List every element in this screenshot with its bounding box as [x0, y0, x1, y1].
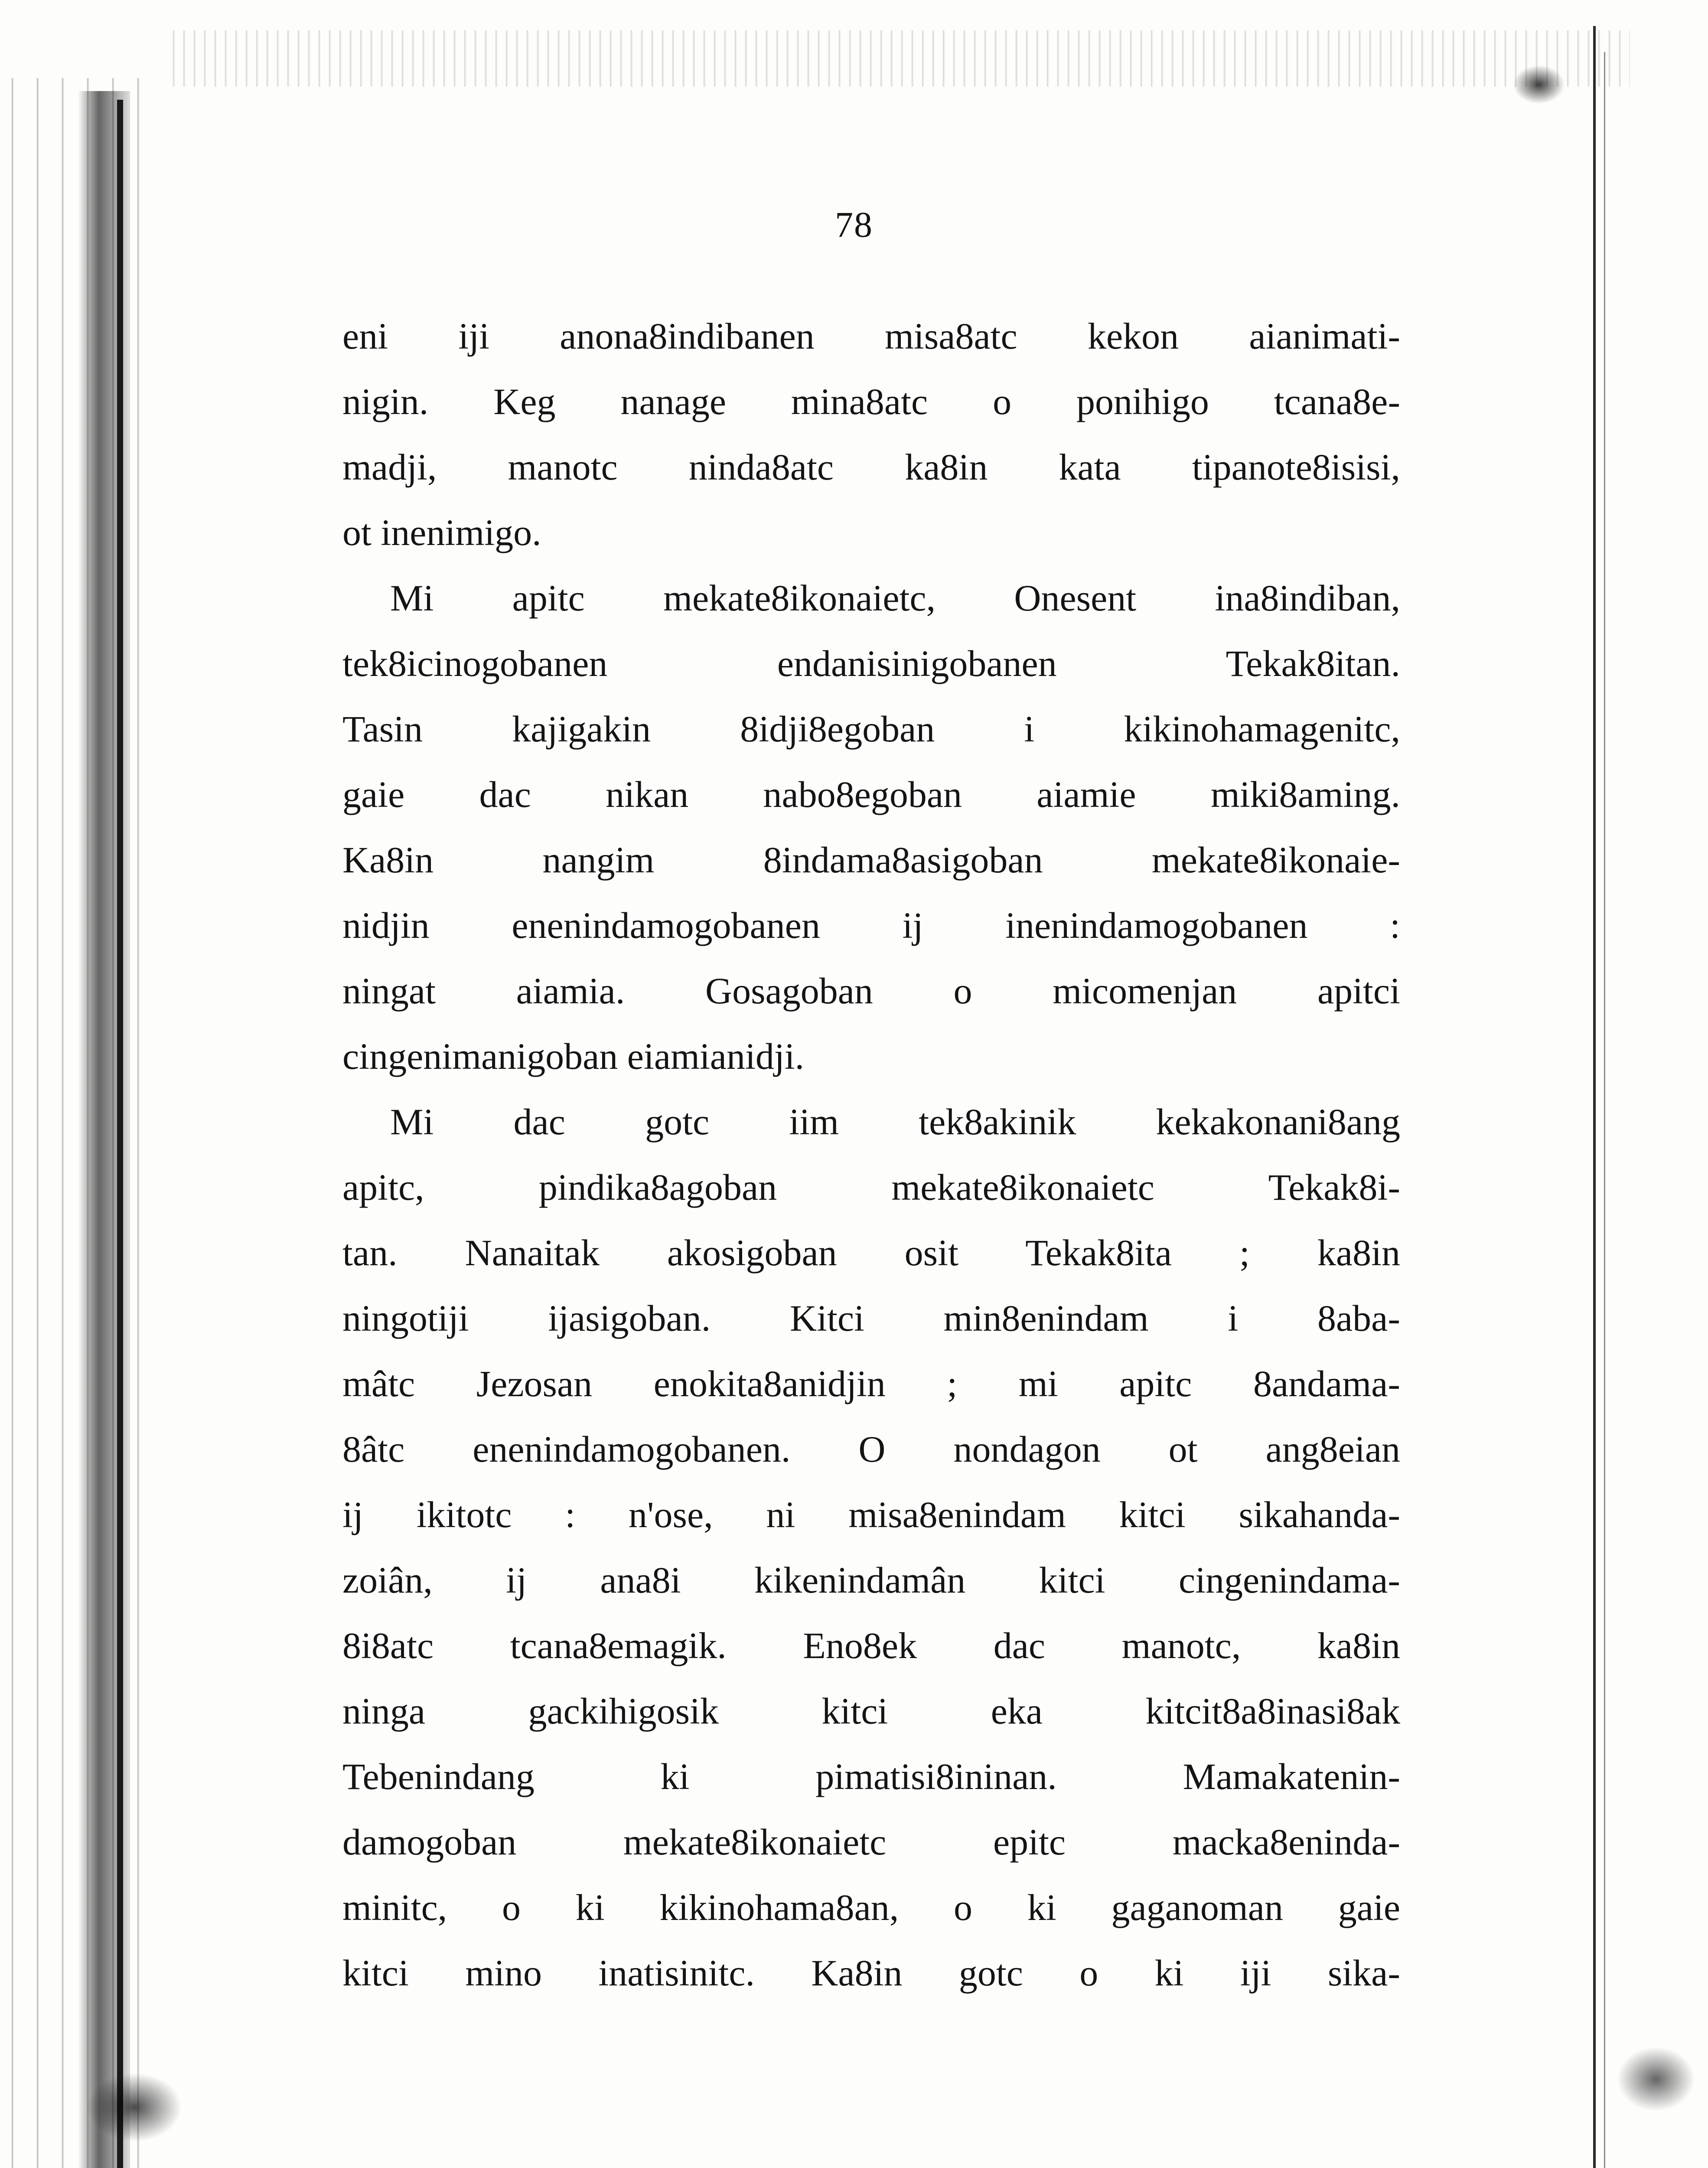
text-line: 8âtc enenindamogobanen. O nondagon ot ang8eian — [342, 1428, 1400, 1470]
text-line: ningat aiamia. Gosagoban o micomenjan apitci — [342, 970, 1400, 1012]
text-line: mâtc Jezosan enokita8anidjin ; mi apitc 8andama- — [342, 1363, 1400, 1404]
text-line: ij ikitotc : n'ose, ni misa8enindam kitci sikahanda- — [342, 1494, 1400, 1535]
page-number: 78 — [835, 205, 873, 245]
text-line: 8i8atc tcana8emagik. Eno8ek dac manotc, ka8in — [342, 1625, 1400, 1666]
text-line: kitci mino inatisinitc. Ka8in gotc o ki iji sika- — [342, 1952, 1400, 1994]
text-line: nigin. Keg nanage mina8atc o ponihigo tcana8e- — [342, 381, 1400, 422]
text-line: nidjin enenindamogobanen ij inenindamogobanen : — [342, 904, 1400, 946]
paragraph — [342, 565, 1400, 1089]
text-line: zoiân, ij ana8i kikenindamân kitci cingenindama- — [342, 1559, 1400, 1601]
text-line: ningotiji ijasigoban. Kitci min8enindam i 8aba- — [342, 1297, 1400, 1339]
text-line: Mi dac gotc iim tek8akinik kekakonani8ang — [390, 1101, 1400, 1143]
text-line: eni iji anona8indibanen misa8atc kekon aianimati- — [342, 315, 1400, 357]
scan-edge-left-bar — [117, 100, 123, 2168]
text-line: minitc, o ki kikinohama8an, o ki gaganoman gaie — [342, 1887, 1400, 1928]
paragraph — [342, 304, 1400, 565]
text-line: tek8icinogobanen endanisinigobanen Tekak8itan. — [342, 643, 1400, 684]
text-line: ninga gackihigosik kitci eka kitcit8a8inasi8ak — [342, 1690, 1400, 1732]
text-line: cingenimanigoban eiamianidji. — [342, 1035, 805, 1077]
ink-blot-top-right — [1513, 65, 1565, 104]
text-line: gaie dac nikan nabo8egoban aiamie miki8aming. — [342, 774, 1400, 815]
paragraph — [342, 1089, 1400, 2006]
text-line: Tasin kajigakin 8idji8egoban i kikinohamagenitc, — [342, 708, 1400, 750]
ink-blot-bottom-right — [1617, 2047, 1695, 2112]
text-line: madji, manotc ninda8atc ka8in kata tipanote8isisi, — [342, 446, 1400, 488]
text-line: apitc, pindika8agoban mekate8ikonaietc Tekak8i- — [342, 1166, 1400, 1208]
text-line: Mi apitc mekate8ikonaietc, Onesent ina8indiban, — [390, 577, 1400, 619]
text-line: ot inenimigo. — [342, 512, 541, 553]
text-line: damogoban mekate8ikonaietc epitc macka8eninda- — [342, 1821, 1400, 1863]
text-line: tan. Nanaitak akosigoban osit Tekak8ita ; ka8in — [342, 1232, 1400, 1273]
text-line: Tebenindang ki pimatisi8ininan. Mamakatenin- — [342, 1756, 1400, 1797]
ink-blot-bottom-left — [87, 2073, 182, 2142]
scan-edge-top — [165, 30, 1630, 87]
text-line: Ka8in nangim 8indama8asigoban mekate8ikonaie- — [342, 839, 1400, 881]
body-text — [342, 304, 1400, 2006]
scan-edge-right-inner — [1604, 52, 1605, 2168]
scan-edge-right — [1593, 26, 1596, 2168]
